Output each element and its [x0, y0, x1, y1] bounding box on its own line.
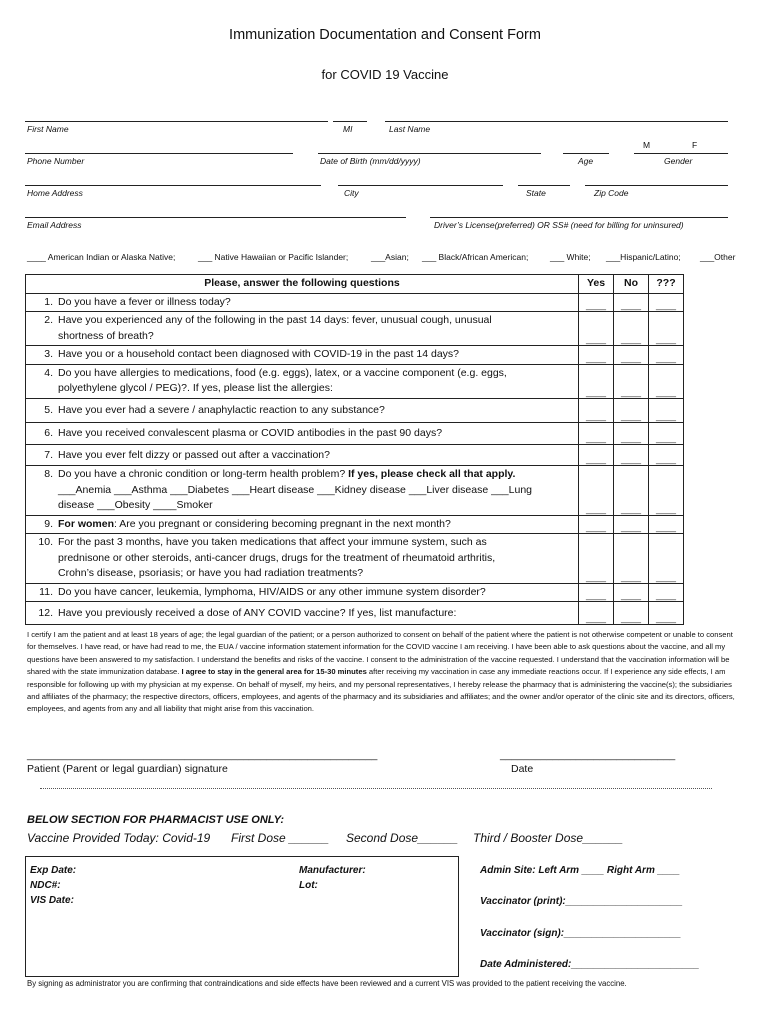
question-row-1 [26, 293, 684, 312]
question-text: Have you received convalescent plasma or COVID antibodies in the past 90 days? [58, 427, 443, 439]
question-text: Do you have a fever or illness today? [58, 295, 231, 308]
booster-dose-field[interactable]: Third / Booster Dose______ [473, 831, 624, 845]
state-field[interactable] [518, 185, 570, 186]
ethnicity-option-native-hawaiian[interactable]: ___ Native Hawaiian or Pacific Islander; [198, 252, 349, 262]
phone-field[interactable] [25, 153, 293, 154]
patient-signature-label: Patient (Parent or legal guardian) signature [27, 763, 228, 775]
no-answer[interactable]: ____ [614, 346, 649, 365]
first-dose-field[interactable]: First Dose ______ [231, 831, 330, 845]
second-dose-field[interactable]: Second Dose______ [346, 831, 459, 845]
license-field[interactable] [430, 217, 728, 218]
question-text: : Are you pregnant or considering becoming pregnant in the next month? [114, 517, 451, 530]
yes-answer[interactable]: ____ [579, 346, 614, 365]
yes-answer[interactable]: ____ [579, 515, 614, 534]
question-row-11 [26, 583, 684, 602]
mi-field[interactable] [333, 121, 367, 122]
question-text: Have you experienced any of the following in the past 14 days: fever, unusual cough, unusual [58, 314, 492, 326]
vaccine-details-box [25, 856, 459, 977]
question-number: 2. [44, 314, 53, 326]
license-label: Driver’s License(preferred) OR SS# (need for billing for uninsured) [434, 220, 684, 230]
consent-statement [27, 629, 741, 716]
zip-field[interactable] [585, 185, 728, 186]
question-text-cont: Crohn’s disease, psoriasis; or have you had radiation treatments? [58, 567, 364, 579]
yes-answer[interactable]: ____ [579, 534, 614, 584]
question-text-cont: prednisone or other steroids, anti-cancer drugs, drugs for the treatment of rheumatoid arthritis, [58, 551, 496, 564]
ndc-field[interactable]: NDC#: [30, 880, 61, 891]
gender-m-option[interactable]: M [643, 140, 651, 150]
pharmacist-section-heading: BELOW SECTION FOR PHARMACIST USE ONLY: [27, 814, 285, 826]
unsure-column-header: ??? [649, 275, 684, 294]
state-label: State [526, 188, 546, 198]
city-label: City [344, 188, 359, 198]
unsure-answer[interactable]: ____ [649, 444, 684, 466]
question-text: Do you have cancer, leukemia, lymphoma, HIV/AIDS or any other immune system disorder? [58, 585, 486, 598]
question-row-4 [26, 364, 684, 398]
yes-answer[interactable]: ____ [579, 293, 614, 312]
vaccinator-sign-field[interactable]: Vaccinator (sign):_____________________ [480, 928, 681, 939]
question-number: 4. [44, 366, 53, 379]
zip-label: Zip Code [594, 188, 629, 198]
unsure-answer[interactable]: ____ [649, 398, 684, 423]
date-administered-field[interactable]: Date Administered:_______________________ [480, 959, 700, 970]
question-text: Have you ever felt dizzy or passed out after a vaccination? [58, 448, 330, 461]
question-number: 6. [44, 427, 53, 439]
ethnicity-option-black[interactable]: ___ Black/African American; [422, 252, 529, 262]
gender-f-option[interactable]: F [692, 140, 698, 150]
question-text-bold: For women [58, 517, 115, 530]
yes-answer[interactable]: ____ [579, 444, 614, 466]
yes-answer[interactable]: ____ [579, 602, 614, 625]
consent-text-cont: after receiving my vaccination in case any immediate reactions occur. If I experience any side effects, I am responsible for following up with my physician at my expense. On behalf of myself, my heirs, and my personal representatives, I hereby release the pharmacy that is administering the vaccine(s); the subsidiaries and affiliates of the pharmacy; the respective directors, officers, employees, and agents of the pharmacy and its subsidiaries and affiliates; and the owner and/or operator of the clinic site and its directors, officers, employees, and agents from any and all liability that might arise from this vaccination. [27, 667, 735, 714]
unsure-answer[interactable]: ____ [649, 534, 684, 584]
table-header-row [26, 275, 684, 294]
form-title: Immunization Documentation and Consent Form [229, 27, 541, 43]
vaccine-provided-label: Vaccine Provided Today: Covid-19 [27, 831, 211, 845]
question-row-5 [26, 398, 684, 423]
unsure-answer[interactable]: ____ [649, 423, 684, 445]
no-answer[interactable]: ____ [614, 534, 649, 584]
unsure-answer[interactable]: ____ [649, 466, 684, 516]
form-subtitle: for COVID 19 Vaccine [321, 67, 449, 82]
question-text: Have you previously received a dose of ANY COVID vaccine? If yes, list manufacture: [58, 607, 457, 619]
no-answer[interactable]: ____ [614, 466, 649, 516]
question-number: 9. [44, 517, 53, 530]
yes-answer[interactable]: ____ [579, 423, 614, 445]
questions-table [25, 274, 684, 625]
question-row-7 [26, 444, 684, 466]
question-number: 7. [44, 448, 53, 461]
question-text: Have you ever had a severe / anaphylactic reaction to any substance? [58, 403, 385, 416]
exp-date-field[interactable]: Exp Date: [30, 865, 77, 876]
question-text: Have you or a household contact been diagnosed with COVID-19 in the past 14 days? [58, 348, 460, 360]
unsure-answer[interactable]: ____ [649, 583, 684, 602]
no-answer[interactable]: ____ [614, 312, 649, 346]
patient-signature-line[interactable]: ____________________________________________________________ [27, 749, 378, 761]
question-row-8 [26, 466, 684, 516]
ethnicity-option-asian[interactable]: ___Asian; [371, 252, 409, 262]
yes-column-header: Yes [579, 275, 614, 294]
dob-field[interactable] [318, 153, 541, 154]
admin-site-field[interactable]: Admin Site: Left Arm ____ Right Arm ____ [480, 865, 680, 876]
manufacturer-field[interactable]: Manufacturer: [299, 865, 366, 876]
city-field[interactable] [338, 185, 503, 186]
unsure-answer[interactable]: ____ [649, 346, 684, 365]
vaccinator-print-field[interactable]: Vaccinator (print):_____________________ [480, 896, 683, 907]
yes-answer[interactable]: ____ [579, 364, 614, 398]
email-field[interactable] [25, 217, 406, 218]
question-number: 1. [44, 295, 53, 308]
question-text-bold: If yes, please check all that apply. [348, 468, 516, 480]
no-answer[interactable]: ____ [614, 602, 649, 625]
unsure-answer[interactable]: ____ [649, 312, 684, 346]
consent-text-bold: I agree to stay in the general area for 15-30 minutes [181, 667, 367, 677]
question-row-12 [26, 602, 684, 625]
question-number: 8. [44, 468, 53, 480]
ethnicity-option-hispanic[interactable]: ___Hispanic/Latino; [606, 252, 681, 262]
age-label: Age [578, 156, 594, 166]
last-name-field[interactable] [385, 121, 728, 122]
signature-date-line[interactable]: ______________________________ [500, 749, 676, 761]
question-row-6 [26, 423, 684, 445]
no-answer[interactable]: ____ [614, 444, 649, 466]
yes-answer[interactable]: ____ [579, 583, 614, 602]
phone-label: Phone Number [27, 156, 85, 166]
question-row-3 [26, 346, 684, 365]
question-row-9 [26, 515, 684, 534]
no-answer[interactable]: ____ [614, 364, 649, 398]
gender-label: Gender [664, 156, 693, 166]
lot-field[interactable]: Lot: [299, 880, 318, 891]
yes-answer[interactable]: ____ [579, 398, 614, 423]
yes-answer[interactable]: ____ [579, 312, 614, 346]
no-answer[interactable]: ____ [614, 398, 649, 423]
question-number: 10. [38, 536, 53, 548]
vis-date-field[interactable]: VIS Date: [30, 895, 74, 906]
last-name-label: Last Name [389, 124, 431, 134]
condition-checklist[interactable]: ___Anemia ___Asthma ___Diabetes ___Heart disease ___Kidney disease ___Liver disease ___Lung [58, 483, 532, 496]
questions-header: Please, answer the following questions [26, 275, 579, 294]
question-number: 3. [44, 348, 53, 360]
question-number: 5. [44, 403, 53, 416]
no-column-header: No [614, 275, 649, 294]
home-address-field[interactable] [25, 185, 321, 186]
unsure-answer[interactable]: ____ [649, 364, 684, 398]
question-text: For the past 3 months, have you taken medications that affect your immune system, such as [58, 536, 487, 548]
section-divider [40, 788, 712, 789]
question-number: 12. [38, 607, 53, 619]
ethnicity-option-white[interactable]: ___ White; [550, 252, 591, 262]
first-name-field[interactable] [25, 121, 328, 122]
question-text: Do you have a chronic condition or long-term health problem? [58, 468, 346, 480]
question-text: Do you have allergies to medications, food (e.g. eggs), latex, or a vaccine component (e.g. eggs, [58, 366, 507, 379]
signature-date-label: Date [511, 763, 534, 775]
unsure-answer[interactable]: ____ [649, 515, 684, 534]
question-number: 11. [39, 585, 53, 598]
no-answer[interactable]: ____ [614, 423, 649, 445]
question-row-10 [26, 534, 684, 584]
mi-label: MI [343, 124, 353, 134]
administrator-footer-note: By signing as administrator you are confirming that contraindications and side effects have been reviewed and a current VIS was provided to the patient receiving the vaccine. [27, 979, 627, 988]
ethnicity-option-other[interactable]: ___Other [700, 252, 736, 262]
first-name-label: First Name [27, 124, 69, 134]
question-row-2 [26, 312, 684, 346]
no-answer[interactable]: ____ [614, 293, 649, 312]
dob-label: Date of Birth (mm/dd/yyyy) [320, 156, 421, 166]
question-text-cont: shortness of breath? [58, 329, 154, 342]
home-address-label: Home Address [27, 188, 83, 198]
no-answer[interactable]: ____ [614, 583, 649, 602]
unsure-answer[interactable]: ____ [649, 293, 684, 312]
yes-answer[interactable]: ____ [579, 466, 614, 516]
no-answer[interactable]: ____ [614, 515, 649, 534]
ethnicity-option-american-indian[interactable]: ____ American Indian or Alaska Native; [27, 252, 176, 262]
gender-field[interactable] [634, 153, 728, 154]
email-label: Email Address [27, 220, 82, 230]
question-text-cont: polyethylene glycol / PEG)?. If yes, please list the allergies: [58, 382, 333, 394]
unsure-answer[interactable]: ____ [649, 602, 684, 625]
condition-checklist-cont[interactable]: disease ___Obesity ____Smoker [58, 499, 213, 511]
consent-text: I certify I am the patient and at least 18 years of age; the legal guardian of the patient; or a person authorized to consent on behalf of the patient where the patient is not otherwise competent or unable to consent for themselves. I have read, or have had read to me, the EUA / vaccine information statement information for the COVID vaccine I am receiving. I have been able to ask questions about the vaccine, and all my questions have been answered to my satisfaction. I understand the benefits and risks of the vaccine. I consent to the administration of the vaccine requested. I understand that the vaccination information will be shared with the state immunization database. [27, 630, 733, 677]
age-field[interactable] [563, 153, 609, 154]
